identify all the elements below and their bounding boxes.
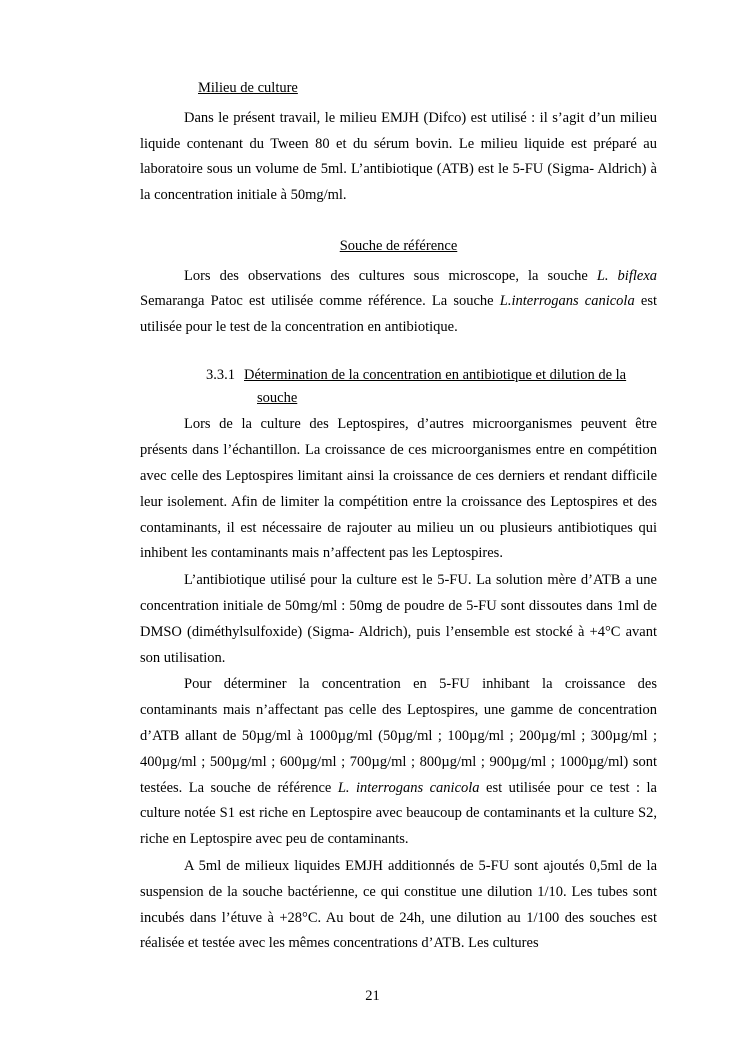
species-name-interrogans-canicola: L.interrogans canicola: [499, 293, 635, 310]
section-spacer: [140, 342, 657, 364]
paragraph-solution-mere-atb: L’antibiotique utilisé pour la culture est le 5-FU. La solution mère d’ATB a une concentration initiale de 50mg/ml : 50mg de poudre de 5-FU sont dissoutes dans 1ml de DMSO (diméthylsulfoxide) (Sigma- Aldrich), puis l’ensemble est stocké à +4°C avant son utilisation.: [140, 572, 657, 666]
section-heading-3-3-1: [140, 364, 657, 410]
page-content: [140, 78, 657, 957]
paragraph-souche-de-reference: Lors des observations des cultures sous microscope, la souche L. biflexa Semaranga Patoc est utilisée comme référence. La souche L.interrogans canicola est utilisée pour le test de la concentration en antibiotique.: [140, 267, 658, 336]
section-heading-text: Milieu de culture: [198, 80, 298, 96]
section-heading-text: Souche de référence: [339, 237, 458, 254]
section-spacer: [140, 210, 657, 236]
section-heading-line2: souche: [257, 390, 298, 407]
section-heading-text: [244, 364, 626, 410]
section-heading-souche-de-reference: [140, 236, 657, 258]
species-name-interrogans-canicola-2: L. interrogans canicola: [337, 779, 480, 796]
section-heading-line1: Détermination de la concentration en antibiotique et dilution de la: [244, 367, 627, 384]
paragraph-gamme-concentration: Pour déterminer la concentration en 5-FU inhibant la croissance des contaminants mais n’affectant pas celle des Leptospires, une gamme de concentration d’ATB allant de 50µg/ml à 1000µg/ml (50µg/ml ; 100µg/ml ; 200µg/ml ; 300µg/ml ; 400µg/ml ; 500µg/ml ; 600µg/ml ; 700µg/ml ; 800µg/ml ; 900µg/ml ; 1000µg/ml) sont testées. La souche de référence L. interrogans canicola est utilisée pour ce test : la culture notée S1 est riche en Leptospire avec beaucoup de contaminants et la culture S2, riche en Leptospire avec peu de contaminants.: [140, 676, 657, 848]
section-heading-milieu-de-culture: [140, 78, 657, 100]
paragraph-milieu-de-culture: Dans le présent travail, le milieu EMJH (Difco) est utilisé : il s’agit d’un milieu liquide contenant du Tween 80 et du sérum bovin. Le milieu liquide est préparé au laboratoire sous un volume de 5ml. L’antibiotique (ATB) est le 5-FU (Sigma- Aldrich) à la concentration initiale à 50mg/ml.: [140, 109, 657, 204]
section-number: 3.3.1: [206, 367, 235, 384]
species-name-biflexa: L. biflexa: [596, 267, 658, 284]
page-number: 21: [365, 988, 380, 1004]
paragraph-competition-microorganismes: Lors de la culture des Leptospires, d’autres microorganismes peuvent être présents dans l’échantillon. La croissance de ces microorganismes entre en compétition avec celle des Leptospires limitant ainsi la croissance de ces derniers et rendant difficile leur isolement. Afin de limiter la compétition entre la croissance des Leptospires et des contaminants, il est nécessaire de rajouter au milieu un ou plusieurs antibiotiques qui inhibent les contaminants mais n’affectent pas les Leptospires.: [140, 416, 657, 562]
paragraph-dilution-incubation: A 5ml de milieux liquides EMJH additionnés de 5-FU sont ajoutés 0,5ml de la suspension de la souche bactérienne, ce qui constitue une dilution 1/10. Les tubes sont incubés dans l’étuve à +28°C. Au bout de 24h, une dilution au 1/100 des souches est réalisée et testée avec les mêmes concentrations d’ATB. Les cultures: [140, 858, 657, 952]
